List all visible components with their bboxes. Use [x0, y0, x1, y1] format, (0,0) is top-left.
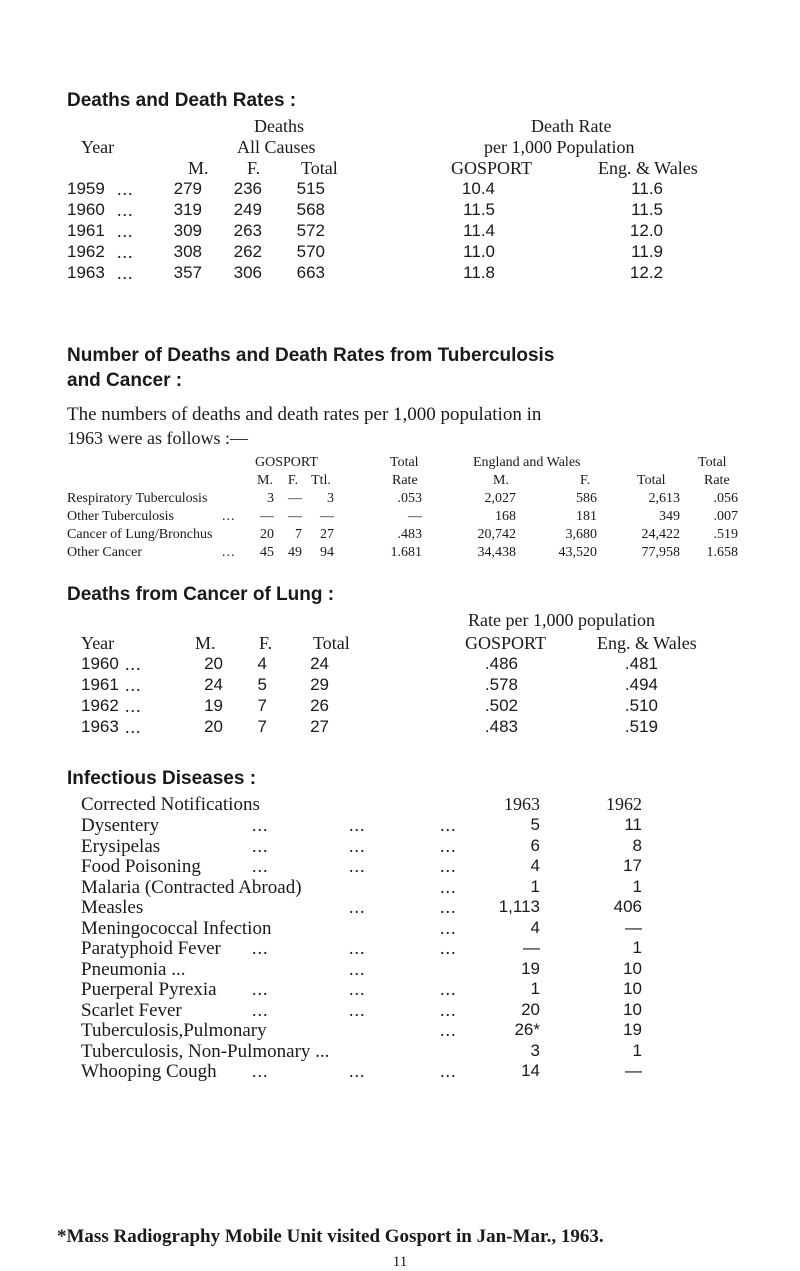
leader-dots: ... — [440, 1061, 457, 1081]
inf-row-1963: 1 — [530, 979, 540, 998]
inf-row-1962: 10 — [623, 999, 642, 1019]
lung-title: Deaths from Cancer of Lung : — [67, 584, 335, 605]
deaths-row-gosport: 11.4 — [463, 221, 495, 240]
inf-row-1962: 1 — [632, 1040, 642, 1060]
tb-row-ttl: 27 — [320, 527, 334, 542]
inf-row-label: Scarlet Fever — [81, 999, 182, 1021]
lung-row-f: 5 — [257, 675, 267, 694]
inf-row-1962: — — [625, 1061, 642, 1080]
tb-row-f: 7 — [295, 527, 302, 542]
tb-row-m: 20 — [260, 527, 274, 542]
tb-hdr-rate2: Rate — [704, 473, 730, 488]
leader-dots: ... — [440, 917, 457, 938]
leader-dots: ... — [252, 938, 269, 958]
inf-row-1963: 4 — [530, 917, 540, 937]
inf-row-1962: 19 — [623, 1020, 642, 1039]
leader-dots: ... — [117, 263, 134, 283]
tb-row-rate: 1.681 — [390, 545, 422, 560]
tb-row-label: Cancer of Lung/Bronchus — [67, 527, 213, 542]
lung-row-eng: .510 — [624, 696, 658, 715]
hdr-year: Year — [81, 137, 115, 157]
leader-dots: ... — [349, 938, 366, 958]
inf-row-label: Whooping Cough — [81, 1061, 217, 1082]
tb-row-erate: .056 — [713, 491, 738, 506]
hdr-per-pop: per 1,000 Population — [484, 137, 635, 157]
tb-row-f: — — [288, 491, 302, 506]
leader-dots: ... — [117, 221, 134, 241]
tb-row-f: — — [288, 509, 302, 524]
leader-dots: ... — [125, 717, 142, 737]
inf-row-label: Food Poisoning — [81, 856, 201, 877]
lung-row-eng: .481 — [624, 654, 658, 673]
leader-dots: ... — [252, 1061, 269, 1081]
tb-row-em: 2,027 — [484, 491, 516, 506]
deaths-row-m: 357 — [173, 263, 202, 282]
tb-row-etotal: 2,613 — [648, 491, 680, 506]
deaths-row-total: 568 — [296, 200, 325, 219]
tb-row-f: 49 — [288, 545, 302, 560]
tb-row-m: 3 — [267, 491, 274, 506]
deaths-row-eng: 11.9 — [631, 242, 663, 261]
tb-hdr-total3: Total — [637, 473, 666, 488]
lung-row-year: 1962 — [81, 696, 119, 715]
leader-dots: ... — [252, 856, 269, 876]
lung-row-eng: .494 — [624, 675, 658, 694]
inf-row-1962: 11 — [624, 815, 642, 834]
leader-dots: ... — [117, 242, 134, 262]
lung-row-gosport: .502 — [484, 696, 518, 715]
leader-dots: ... — [222, 509, 236, 524]
deaths-row-f: 262 — [233, 242, 262, 261]
deaths-row-gosport: 10.4 — [461, 179, 495, 198]
tb-row-etotal: 24,422 — [641, 527, 680, 542]
tb-hdr-ttl: Ttl. — [311, 473, 331, 488]
lung-row-year: 1960 — [81, 654, 119, 673]
deaths-row-f: 236 — [233, 179, 262, 198]
infectious-title: Infectious Diseases : — [67, 768, 257, 789]
leader-dots: ... — [222, 545, 236, 560]
leader-dots: ... — [440, 999, 457, 1020]
inf-row-1962: 10 — [623, 958, 642, 978]
deaths-row-total: 663 — [296, 263, 325, 282]
lung-row-gosport: .578 — [484, 675, 518, 694]
tb-row-etotal: 349 — [659, 509, 680, 524]
leader-dots: ... — [440, 1020, 457, 1040]
inf-row-1962: 17 — [623, 856, 642, 875]
hdr-f: F. — [247, 158, 261, 178]
inf-row-label: Puerperal Pyrexia — [81, 979, 217, 1000]
deaths-row-year: 1963 — [67, 263, 105, 282]
inf-row-1963: 1,113 — [498, 897, 540, 916]
tb-hdr-f2: F. — [580, 473, 591, 488]
inf-row-label: Tuberculosis,Pulmonary — [81, 1020, 267, 1041]
deaths-title: Deaths and Death Rates : — [67, 90, 297, 111]
deaths-row-f: 306 — [233, 263, 262, 282]
inf-hdr-1962: 1962 — [606, 794, 642, 814]
tb-intro-line2: 1963 were as follows :— — [67, 428, 248, 448]
tb-row-m: 45 — [260, 545, 274, 560]
lung-row-f: 7 — [257, 717, 267, 736]
tb-hdr-m: M. — [257, 473, 273, 488]
lung-row-year: 1963 — [81, 717, 119, 736]
inf-row-1963: 6 — [530, 835, 540, 855]
inf-row-1963: 3 — [530, 1040, 540, 1060]
deaths-row-gosport: 11.5 — [463, 200, 495, 219]
tb-row-em: 34,438 — [477, 545, 516, 560]
lung-row-gosport: .483 — [484, 717, 518, 736]
leader-dots: ... — [349, 979, 366, 999]
lung-row-total: 27 — [310, 717, 329, 736]
tb-hdr-f: F. — [287, 473, 299, 488]
lung-hdr-rate: Rate per 1,000 population — [468, 610, 655, 630]
deaths-row-m: 279 — [173, 179, 202, 198]
inf-row-1963: 4 — [530, 856, 540, 875]
lung-row-f: 7 — [257, 696, 267, 715]
inf-row-1963: 20 — [521, 999, 540, 1019]
lung-hdr-f: F. — [259, 633, 273, 653]
tb-row-ttl: — — [320, 509, 334, 524]
tb-hdr-total2: Total — [698, 455, 727, 470]
deaths-row-f: 263 — [233, 221, 262, 240]
tb-row-em: 20,742 — [477, 527, 516, 542]
tb-row-rate: — — [408, 509, 422, 524]
deaths-row-eng: 11.5 — [631, 200, 663, 219]
leader-dots: ... — [440, 938, 457, 958]
lung-row-total: 26 — [310, 696, 329, 715]
inf-row-label: Meningococcal Infection — [81, 917, 272, 939]
leader-dots: ... — [252, 835, 269, 856]
lung-row-total: 24 — [310, 654, 329, 673]
tb-row-em: 168 — [495, 509, 516, 524]
tb-row-rate: .483 — [397, 527, 422, 542]
lung-row-m: 19 — [204, 696, 223, 715]
tb-hdr-gosport: GOSPORT — [255, 455, 318, 470]
lung-row-m: 20 — [204, 717, 223, 736]
leader-dots: ... — [349, 958, 366, 979]
leader-dots: ... — [440, 876, 457, 897]
deaths-row-year: 1961 — [67, 221, 105, 240]
leader-dots: ... — [252, 999, 269, 1020]
leader-dots: ... — [252, 979, 269, 999]
leader-dots: ... — [117, 200, 134, 220]
inf-row-label: Paratyphoid Fever — [81, 938, 221, 959]
inf-row-label: Erysipelas — [81, 835, 161, 857]
hdr-gosport: GOSPORT — [451, 158, 532, 178]
leader-dots: ... — [349, 1061, 366, 1081]
tb-hdr-rate: Rate — [392, 473, 418, 488]
inf-row-1962: 10 — [623, 979, 642, 998]
lung-hdr-m: M. — [195, 633, 216, 653]
inf-row-label: Measles — [81, 897, 144, 918]
leader-dots: ... — [440, 856, 457, 876]
lung-hdr-eng: Eng. & Wales — [597, 633, 697, 653]
inf-row-1963: 26* — [514, 1020, 540, 1039]
deaths-row-m: 319 — [173, 200, 202, 219]
tb-row-ef: 3,680 — [565, 527, 597, 542]
leader-dots: ... — [349, 856, 366, 876]
tb-hdr-total: Total — [390, 455, 419, 470]
leader-dots: ... — [125, 654, 142, 674]
tb-row-m: — — [260, 509, 274, 524]
deaths-row-total: 515 — [296, 179, 325, 198]
page-number: 11 — [392, 1254, 408, 1270]
deaths-row-year: 1960 — [67, 200, 105, 219]
tb-hdr-m2: M. — [493, 473, 509, 488]
lung-hdr-total: Total — [313, 633, 350, 653]
tb-row-ttl: 94 — [320, 545, 334, 560]
tb-row-ef: 181 — [576, 509, 597, 524]
leader-dots: ... — [349, 815, 366, 835]
deaths-row-f: 249 — [233, 200, 262, 219]
inf-hdr-1963: 1963 — [504, 794, 540, 814]
leader-dots: ... — [349, 897, 366, 917]
tb-row-rate: .053 — [397, 491, 422, 506]
inf-row-1962: 8 — [632, 835, 642, 855]
lung-row-year: 1961 — [81, 675, 119, 694]
hdr-m: M. — [188, 158, 209, 178]
leader-dots: ... — [349, 999, 366, 1020]
tb-title-line1: Number of Deaths and Death Rates from Tuberculosis — [67, 345, 555, 366]
hdr-all-causes: All Causes — [237, 137, 316, 157]
tb-row-etotal: 77,958 — [641, 545, 680, 560]
tb-row-erate: 1.658 — [706, 545, 738, 560]
lung-row-gosport: .486 — [484, 654, 518, 673]
tb-hdr-england: England and Wales — [473, 455, 581, 470]
deaths-row-m: 308 — [173, 242, 202, 261]
tb-row-ef: 586 — [576, 491, 597, 506]
tb-row-label: Other Tuberculosis — [67, 509, 174, 524]
inf-row-1962: 1 — [632, 876, 642, 896]
deaths-row-m: 309 — [173, 221, 202, 240]
inf-hdr-label: Corrected Notifications — [81, 794, 260, 815]
inf-row-label: Dysentery — [81, 815, 160, 836]
lung-row-eng: .519 — [624, 717, 658, 736]
deaths-row-year: 1959 — [67, 179, 105, 198]
deaths-row-total: 570 — [296, 242, 325, 261]
leader-dots: ... — [125, 675, 142, 695]
leader-dots: ... — [440, 835, 457, 856]
footnote: *Mass Radiography Mobile Unit visited Gosport in Jan-Mar., 1963. — [57, 1226, 604, 1247]
leader-dots: ... — [252, 815, 269, 835]
deaths-row-total: 572 — [296, 221, 325, 240]
tb-title-line2: and Cancer : — [67, 370, 183, 391]
deaths-row-gosport: 11.0 — [463, 242, 495, 261]
leader-dots: ... — [440, 897, 457, 917]
deaths-row-eng: 12.2 — [629, 263, 663, 282]
inf-row-1963: 1 — [530, 876, 540, 896]
inf-row-1962: 1 — [632, 938, 642, 957]
inf-row-1963: — — [523, 938, 540, 957]
leader-dots: ... — [125, 696, 142, 716]
lung-row-total: 29 — [310, 675, 329, 694]
tb-row-label: Other Cancer — [67, 545, 143, 560]
leader-dots: ... — [349, 835, 366, 856]
inf-row-label: Tuberculosis, Non-Pulmonary ... — [81, 1040, 330, 1062]
deaths-row-eng: 12.0 — [629, 221, 663, 240]
deaths-row-eng: 11.6 — [631, 179, 663, 198]
leader-dots: ... — [440, 979, 457, 999]
hdr-total: Total — [301, 158, 338, 178]
tb-row-erate: .519 — [713, 527, 738, 542]
inf-row-1963: 14 — [521, 1061, 540, 1080]
inf-row-label: Malaria (Contracted Abroad) — [81, 876, 302, 898]
tb-intro-line1: The numbers of deaths and death rates per 1,000 population in — [67, 404, 542, 425]
leader-dots: ... — [440, 815, 457, 835]
inf-row-1962: — — [625, 917, 642, 937]
lung-row-m: 24 — [204, 675, 223, 694]
tb-row-ttl: 3 — [327, 491, 334, 506]
tb-row-erate: .007 — [713, 509, 738, 524]
tb-row-label: Respiratory Tuberculosis — [67, 491, 208, 506]
deaths-row-gosport: 11.8 — [463, 263, 495, 282]
leader-dots: ... — [117, 179, 134, 199]
hdr-deaths: Deaths — [254, 116, 304, 136]
lung-hdr-year: Year — [81, 633, 115, 653]
lung-row-m: 20 — [204, 654, 223, 673]
lung-row-f: 4 — [257, 654, 267, 673]
inf-row-1963: 5 — [530, 815, 540, 834]
hdr-death-rate: Death Rate — [531, 116, 612, 136]
inf-row-1962: 406 — [613, 897, 642, 916]
deaths-row-year: 1962 — [67, 242, 105, 261]
hdr-eng: Eng. & Wales — [598, 158, 698, 178]
tb-row-ef: 43,520 — [558, 545, 597, 560]
inf-row-label: Pneumonia ... — [81, 958, 186, 980]
lung-hdr-gosport: GOSPORT — [465, 633, 546, 653]
inf-row-1963: 19 — [521, 958, 540, 978]
